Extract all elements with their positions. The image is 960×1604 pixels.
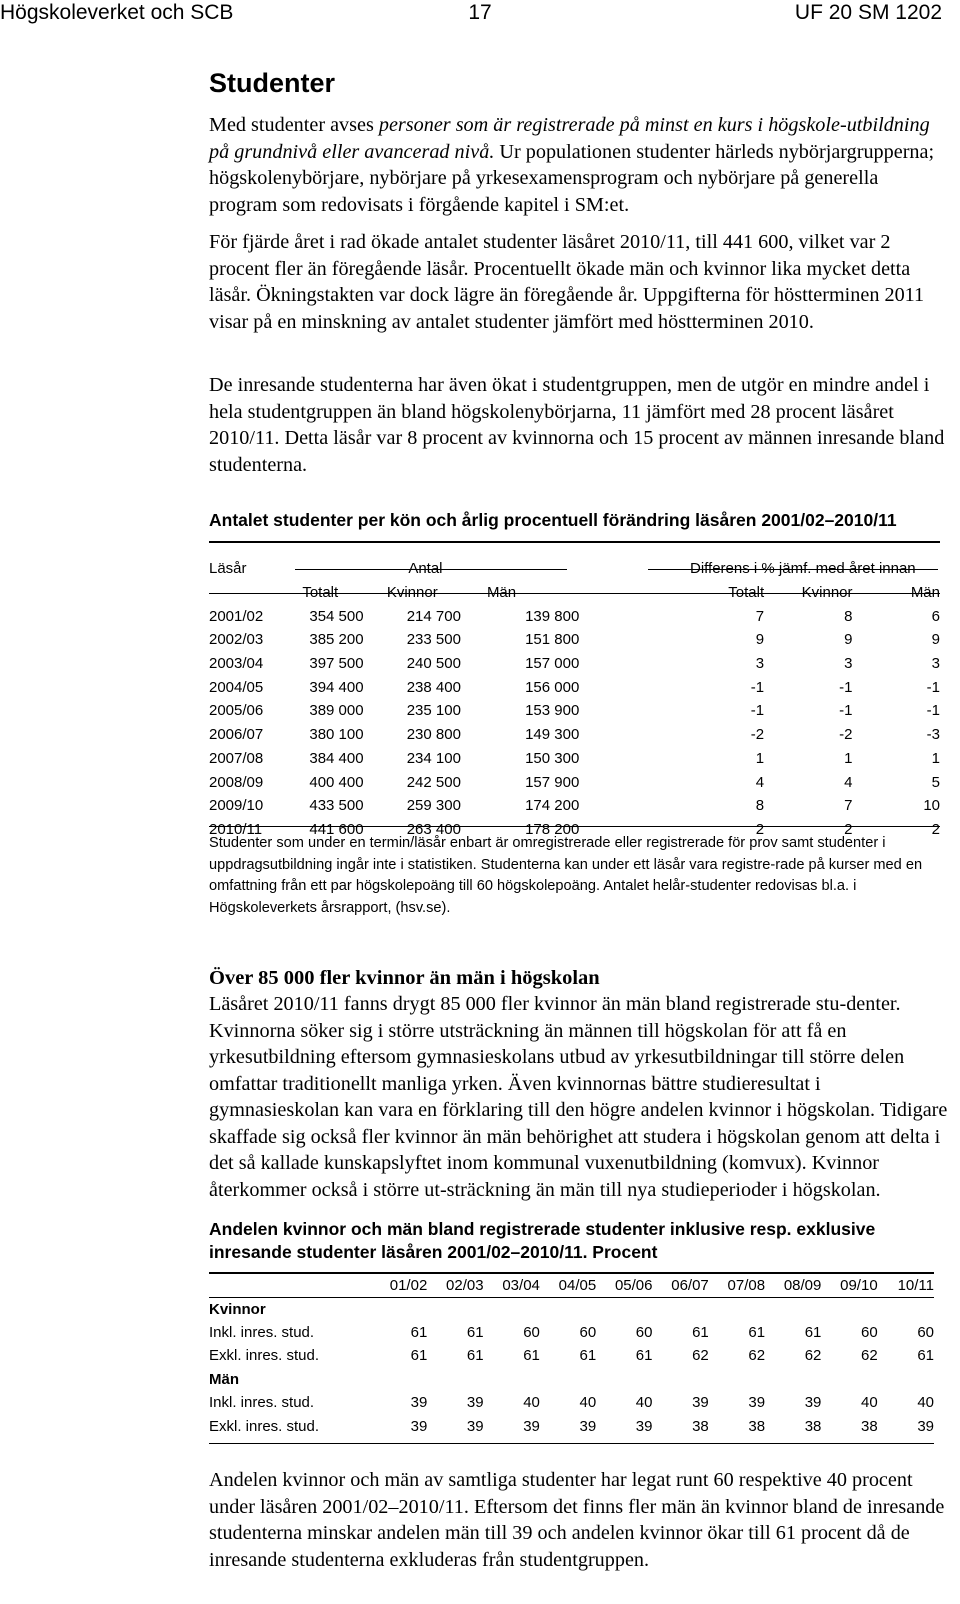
table-cell: 156 000 [525, 678, 580, 696]
table2-row-label: Inkl. inres. stud. [209, 1323, 315, 1341]
table2-year-header: 10/11 [897, 1277, 934, 1295]
table-cell: 39 [635, 1417, 653, 1435]
table-cell: -2 [750, 726, 765, 744]
table2-body [209, 1297, 934, 1437]
table-cell: 259 300 [406, 797, 461, 815]
table-cell: 61 [804, 1323, 822, 1341]
table-cell: 62 [860, 1347, 878, 1365]
table-cell: 354 500 [309, 607, 364, 625]
table-cell: 60 [635, 1323, 653, 1341]
header-report-id: UF 20 SM 1202 [794, 1, 942, 24]
table-cell: 61 [523, 1347, 540, 1365]
table-row [209, 628, 940, 652]
table-row [209, 1344, 934, 1367]
table2 [209, 1274, 934, 1438]
table-row [209, 675, 940, 699]
table-cell: 2006/07 [209, 726, 264, 744]
table-row [209, 1321, 934, 1344]
closing-paragraph [209, 1467, 949, 1573]
table-cell: 61 [692, 1323, 709, 1341]
table-cell: 60 [579, 1323, 597, 1341]
table-cell: 62 [748, 1347, 766, 1365]
table-cell: 230 800 [406, 726, 461, 744]
table-cell: 384 400 [309, 749, 364, 767]
table-cell: 397 500 [309, 655, 364, 673]
table-cell: 174 200 [525, 797, 580, 815]
table-cell: 40 [579, 1394, 597, 1412]
table-cell: 150 300 [525, 749, 580, 767]
table-cell: 62 [692, 1347, 709, 1365]
table2-year-header: 04/05 [558, 1277, 597, 1295]
table-cell: 7 [844, 797, 853, 815]
table-cell: 60 [917, 1323, 934, 1341]
table-cell: 400 400 [309, 773, 364, 791]
table-cell: 157 900 [525, 773, 580, 791]
table-cell: 39 [804, 1394, 822, 1412]
table-cell: 61 [466, 1347, 484, 1365]
table-row [209, 699, 940, 723]
table-cell: -1 [750, 678, 765, 696]
table-cell: 61 [466, 1323, 484, 1341]
table-cell: 2010/11 [209, 820, 263, 838]
table-cell: 61 [410, 1347, 428, 1365]
section2-paragraph [209, 991, 949, 1203]
table2-year-header: 02/03 [446, 1277, 484, 1295]
table-cell: 61 [410, 1323, 428, 1341]
table-cell: 8 [755, 797, 765, 815]
table-cell: -1 [839, 678, 853, 696]
intro-definition: personer som är registrerade på minst en kurs i högskole-utbildning på grundnivå eller avancerad nivå. [209, 114, 930, 163]
table2-row-label: Inkl. inres. stud. [209, 1394, 315, 1412]
paragraph-student-growth [209, 229, 949, 335]
table-cell: 38 [692, 1417, 709, 1435]
header-publisher: Högskoleverket och SCB [0, 1, 234, 24]
table2-year-header-row [209, 1274, 934, 1297]
table1-diff-header: Differens i % jämf. med året innan [689, 560, 916, 578]
table-cell: 1 [844, 749, 853, 767]
table-cell: 263 400 [406, 820, 461, 838]
table-cell: 235 100 [406, 702, 461, 720]
table-cell: 1 [931, 749, 940, 767]
table2-year-header: 03/04 [502, 1277, 540, 1295]
table-cell: 40 [635, 1394, 653, 1412]
table-cell: 38 [860, 1417, 878, 1435]
table1-col-women: Kvinnor [386, 584, 438, 602]
table-cell: 2001/02 [209, 607, 264, 625]
table-cell: 394 400 [309, 678, 364, 696]
table-cell: 234 100 [406, 749, 461, 767]
table2-bottom-rule [209, 1443, 934, 1444]
table-cell: 38 [804, 1417, 822, 1435]
table-cell: 4 [844, 773, 853, 791]
table-cell: 2 [755, 820, 765, 838]
table2-caption: Andelen kvinnor och män bland registrerade studenter inklusive resp. exklusive inresande studenter läsåren 2001/02–2010/11. Procent [209, 1219, 876, 1262]
table-cell: 7 [755, 607, 765, 625]
table-cell: -1 [839, 702, 853, 720]
table-cell: 149 300 [525, 726, 580, 744]
table-row [209, 1414, 934, 1437]
table-cell: 9 [755, 631, 765, 649]
closing-paragraph-text: Andelen kvinnor och män av samtliga studenter har legat runt 60 respektive 40 procent under läsåren 2001/02–2010/11. Eftersom det finns fler män än kvinnor bland de inresande studenterna minskar andelen män till 39 och andelen kvinnor ökar till 61 procent då de inresande studenterna exkluderas från studentgruppen. [209, 1469, 945, 1571]
table2-group-row [209, 1368, 934, 1391]
table2-year-header: 06/07 [671, 1277, 709, 1295]
paragraph-student-growth-text: För fjärde året i rad ökade antalet studenter läsåret 2010/11, till 441 600, vilket var 2 procent fler än föregående läsår. Procentuellt ökade män och kvinnor lika mycket detta läsår. Ökningstakten var dock lägre än föregående år. Uppgifterna för höstterminen 2011 visar på en minskning av antalet studenter jämfört med höstterminen 2010. [209, 231, 925, 333]
table-cell: 1 [755, 749, 765, 767]
table-cell: -1 [750, 702, 765, 720]
table-cell: 39 [466, 1417, 484, 1435]
table-cell: 40 [917, 1394, 934, 1412]
table-cell: 39 [917, 1417, 934, 1435]
table-cell: 39 [523, 1417, 540, 1435]
table2-year-header: 05/06 [614, 1277, 653, 1295]
table-cell: 2 [931, 820, 940, 838]
table2-year-header: 07/08 [727, 1277, 766, 1295]
table-cell: 2005/06 [209, 702, 264, 720]
table-cell: 9 [844, 631, 853, 649]
table-row [209, 770, 940, 794]
table-cell: 240 500 [406, 655, 461, 673]
table-cell: 6 [931, 607, 940, 625]
table-cell: 153 900 [525, 702, 580, 720]
table-cell: 61 [579, 1347, 597, 1365]
table-cell: 62 [804, 1347, 822, 1365]
table-cell: 61 [748, 1323, 766, 1341]
table-cell: 233 500 [406, 631, 461, 649]
table1-group-header-row [209, 557, 940, 581]
table-cell: 40 [523, 1394, 540, 1412]
table1-col-men: Män [486, 584, 517, 602]
table1-col-diff-women: Kvinnor [801, 584, 853, 602]
section-title: Studenter [209, 68, 336, 98]
intro-text-2: Ur populationen studenter härleds nybörjargrupperna; högskolenybörjare, nybörjare på yrkesexamensprogram och nybörjare på generella program som redovisats i förgående kapitel i SM:et. [209, 140, 935, 216]
table-cell: 3 [755, 655, 765, 673]
section2-paragraph-text: Läsåret 2010/11 fanns drygt 85 000 fler kvinnor än män bland registrerade stu-denter. Kvinnorna söker sig i större utsträckning än männen till högskolan för att få en yrkesutbildning eftersom gymnasieskolans utbud av yrkesutbildningar till större delen omfattar traditionellt manliga yrken. Även kvinnornas bättre studieresultat i gymnasieskolan kan vara en förklaring till den högre andelen kvinnor i högskolan. Tidigare skaffade sig också fler kvinnor än män behörighet att studera i högskolan genom att delta i det så kallade kunskapslyftet inom kommunal vuxenutbildning (komvux). Kvinnor återkommer också i större ut-sträckning än män till nya studieperioder i högskolan. [209, 993, 948, 1201]
table-cell: -3 [926, 726, 940, 744]
table-cell: 238 400 [406, 678, 461, 696]
page-number: 17 [468, 1, 492, 24]
table-cell: 433 500 [309, 797, 364, 815]
table1-body [209, 604, 940, 841]
table-cell: 441 600 [309, 820, 364, 838]
table1-col-diff-men: Män [910, 584, 940, 602]
table-row [209, 604, 940, 628]
table-row [209, 747, 940, 771]
table-cell: 2007/08 [209, 749, 264, 767]
table-cell: 2003/04 [209, 655, 264, 673]
table1-year-header: Läsår [209, 560, 247, 578]
table-cell: 39 [692, 1394, 709, 1412]
paragraph-incoming-students [209, 372, 949, 478]
table-cell: 2004/05 [209, 678, 264, 696]
table-cell: 2009/10 [209, 797, 264, 815]
table1-count-header: Antal [408, 560, 443, 578]
table-cell: -1 [926, 702, 940, 720]
table2-group-label: Män [209, 1370, 239, 1388]
table-cell: 39 [466, 1394, 484, 1412]
table-cell: 38 [748, 1417, 766, 1435]
table-cell: 8 [844, 607, 853, 625]
table-row [209, 1391, 934, 1414]
table-cell: 61 [917, 1347, 934, 1365]
paragraph-incoming-students-text: De inresande studenterna har även ökat i studentgruppen, men de utgör en mindre andel i hela studentgruppen än bland högskolenybörjarna, 11 jämfört med 28 procent läsåret 2010/11. Detta läsår var 8 procent av kvinnorna och 15 procent av männen inresande bland studenterna. [209, 374, 945, 476]
table-cell: 60 [523, 1323, 540, 1341]
table-cell: 39 [748, 1394, 766, 1412]
intro-text-1: Med studenter avses [209, 114, 379, 136]
table2-year-header: 09/10 [840, 1277, 878, 1295]
table-cell: 214 700 [406, 607, 461, 625]
table1 [209, 557, 940, 841]
table-cell: 3 [931, 655, 940, 673]
table-cell: 2008/09 [209, 773, 264, 791]
table-cell: 60 [860, 1323, 878, 1341]
table-cell: 61 [635, 1347, 653, 1365]
table-cell: 242 500 [406, 773, 461, 791]
table-cell: 157 000 [525, 655, 580, 673]
table-cell: 2 [844, 820, 853, 838]
table-cell: 9 [931, 631, 940, 649]
table2-row-label: Exkl. inres. stud. [209, 1417, 320, 1435]
table-cell: 385 200 [309, 631, 364, 649]
table-cell: 178 200 [525, 820, 580, 838]
table-cell: 39 [410, 1417, 428, 1435]
table-cell: 40 [860, 1394, 878, 1412]
table-cell: 39 [410, 1394, 428, 1412]
table-cell: 2002/03 [209, 631, 264, 649]
table-cell: 139 800 [525, 607, 580, 625]
table-cell: 4 [755, 773, 765, 791]
intro-paragraph [209, 112, 949, 218]
section2-title: Över 85 000 fler kvinnor än män i högskolan [209, 967, 600, 989]
table-cell: -2 [839, 726, 853, 744]
table2-group-row [209, 1297, 934, 1320]
table-cell: 380 100 [309, 726, 364, 744]
table2-group-label: Kvinnor [209, 1300, 266, 1318]
table-cell: 5 [931, 773, 940, 791]
table-cell: 10 [923, 797, 940, 815]
table2-row-label: Exkl. inres. stud. [209, 1347, 320, 1365]
table-row [209, 652, 940, 676]
table-row [209, 723, 940, 747]
table1-col-diff-total: Totalt [728, 584, 765, 602]
table-cell: -1 [926, 678, 940, 696]
table2-year-header: 01/02 [389, 1277, 428, 1295]
table-row [209, 794, 940, 818]
table-cell: 389 000 [309, 702, 364, 720]
table2-year-header: 08/09 [783, 1277, 822, 1295]
table-cell: 39 [579, 1417, 597, 1435]
table-cell: 3 [844, 655, 853, 673]
table-cell: 151 800 [525, 631, 580, 649]
table1-sub-header-row [209, 581, 940, 605]
table1-footnote: Studenter som under en termin/läsår enbart är omregistrerade eller registrerade för prov samt studenter i uppdragsutbildning ingår inte i statistiken. Studenterna kan under ett läsår vara registre-rade på kurser med en omfattning från ett par högskolepoäng till 60 högskolepoäng. Antalet helår-studenter redovisas bl.a. i Högskoleverkets årsrapport, (hsv.se). [209, 835, 923, 916]
table1-top-rule [209, 541, 940, 543]
table1-col-total: Totalt [302, 584, 339, 602]
table1-caption: Antalet studenter per kön och årlig procentuell förändring läsåren 2001/02–2010/11 [209, 510, 897, 530]
